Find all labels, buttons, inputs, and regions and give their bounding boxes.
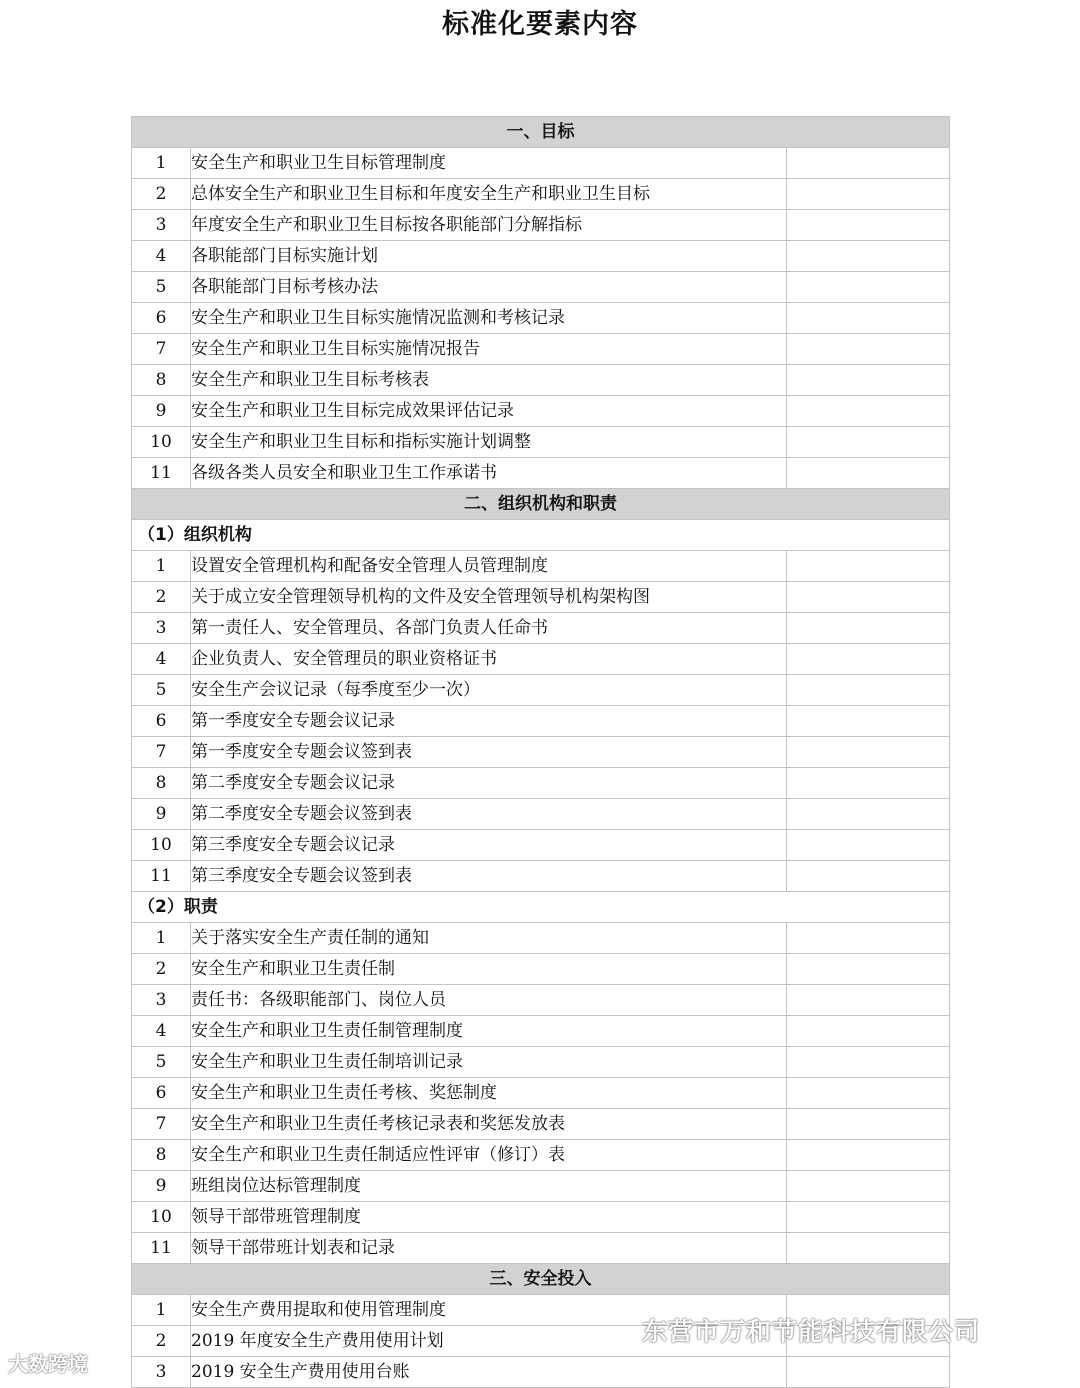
item-remark-cell	[787, 1202, 950, 1233]
subsection-title: （1）组织机构	[132, 520, 950, 551]
table-row	[132, 458, 950, 489]
item-text: 班组岗位达标管理制度	[191, 1171, 787, 1202]
item-text: 各职能部门目标考核办法	[191, 272, 787, 303]
section-header-row	[132, 1264, 950, 1295]
item-number: 7	[132, 737, 191, 768]
item-number: 4	[132, 644, 191, 675]
table-row	[132, 148, 950, 179]
item-number: 5	[132, 272, 191, 303]
item-text: 总体安全生产和职业卫生目标和年度安全生产和职业卫生目标	[191, 179, 787, 210]
item-text: 第一季度安全专题会议签到表	[191, 737, 787, 768]
item-number: 9	[132, 799, 191, 830]
item-number: 11	[132, 1233, 191, 1264]
table-row	[132, 613, 950, 644]
item-remark-cell	[787, 272, 950, 303]
item-remark-cell	[787, 1078, 950, 1109]
item-remark-cell	[787, 768, 950, 799]
section-title: 三、安全投入	[132, 1264, 950, 1295]
item-text: 安全生产和职业卫生目标管理制度	[191, 148, 787, 179]
item-number: 3	[132, 613, 191, 644]
item-remark-cell	[787, 799, 950, 830]
item-number: 4	[132, 1016, 191, 1047]
table-row	[132, 923, 950, 954]
table-row	[132, 551, 950, 582]
item-remark-cell	[787, 210, 950, 241]
watermark-left: 大数跨境	[8, 1352, 88, 1376]
item-remark-cell	[787, 644, 950, 675]
table-row	[132, 396, 950, 427]
item-remark-cell	[787, 1171, 950, 1202]
item-number: 2	[132, 179, 191, 210]
item-number: 9	[132, 1171, 191, 1202]
table-row	[132, 179, 950, 210]
table-row	[132, 644, 950, 675]
item-number: 5	[132, 675, 191, 706]
item-text: 安全生产和职业卫生责任制	[191, 954, 787, 985]
item-number: 3	[132, 210, 191, 241]
item-number: 7	[132, 1109, 191, 1140]
item-text: 安全生产和职业卫生责任考核记录表和奖惩发放表	[191, 1109, 787, 1140]
table-row	[132, 582, 950, 613]
table-row	[132, 1140, 950, 1171]
section-header-row	[132, 117, 950, 148]
subsection-row	[132, 892, 950, 923]
table-row	[132, 303, 950, 334]
item-remark-cell	[787, 1047, 950, 1078]
item-number: 2	[132, 1326, 191, 1357]
item-text: 各级各类人员安全和职业卫生工作承诺书	[191, 458, 787, 489]
section-title: 一、目标	[132, 117, 950, 148]
item-remark-cell	[787, 675, 950, 706]
item-remark-cell	[787, 148, 950, 179]
item-text: 安全生产和职业卫生责任考核、奖惩制度	[191, 1078, 787, 1109]
table-row	[132, 1047, 950, 1078]
table-row	[132, 799, 950, 830]
table-row	[132, 737, 950, 768]
item-number: 8	[132, 365, 191, 396]
item-remark-cell	[787, 334, 950, 365]
item-text: 2019 安全生产费用使用台账	[191, 1357, 787, 1388]
item-text: 第一责任人、安全管理员、各部门负责人任命书	[191, 613, 787, 644]
table-row	[132, 272, 950, 303]
document-title: 标准化要素内容	[442, 9, 638, 40]
item-text: 安全生产和职业卫生责任制培训记录	[191, 1047, 787, 1078]
item-remark-cell	[787, 954, 950, 985]
item-text: 年度安全生产和职业卫生目标按各职能部门分解指标	[191, 210, 787, 241]
item-number: 2	[132, 582, 191, 613]
item-number: 6	[132, 1078, 191, 1109]
table-row	[132, 1202, 950, 1233]
item-text: 安全生产和职业卫生目标实施情况监测和考核记录	[191, 303, 787, 334]
table-row	[132, 1233, 950, 1264]
table-row	[132, 675, 950, 706]
item-remark-cell	[787, 427, 950, 458]
item-text: 安全生产会议记录（每季度至少一次）	[191, 675, 787, 706]
item-remark-cell	[787, 179, 950, 210]
item-remark-cell	[787, 737, 950, 768]
item-remark-cell	[787, 1016, 950, 1047]
item-number: 1	[132, 551, 191, 582]
item-remark-cell	[787, 1357, 950, 1388]
table-row	[132, 830, 950, 861]
table-row	[132, 768, 950, 799]
item-remark-cell	[787, 1233, 950, 1264]
item-text: 安全生产和职业卫生目标实施情况报告	[191, 334, 787, 365]
item-text: 安全生产和职业卫生目标完成效果评估记录	[191, 396, 787, 427]
table-row	[132, 985, 950, 1016]
item-number: 5	[132, 1047, 191, 1078]
item-remark-cell	[787, 923, 950, 954]
item-number: 10	[132, 1202, 191, 1233]
item-remark-cell	[787, 303, 950, 334]
table-row	[132, 241, 950, 272]
item-text: 关于成立安全管理领导机构的文件及安全管理领导机构架构图	[191, 582, 787, 613]
item-remark-cell	[787, 551, 950, 582]
item-number: 8	[132, 1140, 191, 1171]
item-number: 1	[132, 923, 191, 954]
item-text: 第三季度安全专题会议记录	[191, 830, 787, 861]
item-number: 1	[132, 1295, 191, 1326]
item-number: 1	[132, 148, 191, 179]
table-row	[132, 706, 950, 737]
item-text: 责任书：各级职能部门、岗位人员	[191, 985, 787, 1016]
item-text: 各职能部门目标实施计划	[191, 241, 787, 272]
item-text: 第二季度安全专题会议记录	[191, 768, 787, 799]
table-row	[132, 1078, 950, 1109]
table-row	[132, 365, 950, 396]
item-remark-cell	[787, 706, 950, 737]
item-remark-cell	[787, 861, 950, 892]
item-text: 安全生产和职业卫生目标和指标实施计划调整	[191, 427, 787, 458]
item-text: 第三季度安全专题会议签到表	[191, 861, 787, 892]
table-row	[132, 954, 950, 985]
item-number: 2	[132, 954, 191, 985]
item-text: 领导干部带班计划表和记录	[191, 1233, 787, 1264]
item-number: 6	[132, 706, 191, 737]
table-row	[132, 861, 950, 892]
item-number: 7	[132, 334, 191, 365]
item-remark-cell	[787, 830, 950, 861]
item-remark-cell	[787, 365, 950, 396]
item-remark-cell	[787, 458, 950, 489]
item-number: 8	[132, 768, 191, 799]
item-number: 11	[132, 861, 191, 892]
table-row	[132, 1109, 950, 1140]
item-number: 4	[132, 241, 191, 272]
item-number: 3	[132, 1357, 191, 1388]
item-text: 安全生产费用提取和使用管理制度	[191, 1295, 787, 1326]
table-row	[132, 210, 950, 241]
item-remark-cell	[787, 582, 950, 613]
item-text: 企业负责人、安全管理员的职业资格证书	[191, 644, 787, 675]
item-remark-cell	[787, 985, 950, 1016]
item-number: 9	[132, 396, 191, 427]
table-row	[132, 1171, 950, 1202]
item-number: 10	[132, 830, 191, 861]
item-text: 安全生产和职业卫生目标考核表	[191, 365, 787, 396]
item-text: 安全生产和职业卫生责任制适应性评审（修订）表	[191, 1140, 787, 1171]
table-row	[132, 1357, 950, 1388]
item-remark-cell	[787, 613, 950, 644]
item-remark-cell	[787, 1109, 950, 1140]
section-title: 二、组织机构和职责	[132, 489, 950, 520]
item-text: 2019 年度安全生产费用使用计划	[191, 1326, 787, 1357]
item-text: 第二季度安全专题会议签到表	[191, 799, 787, 830]
item-remark-cell	[787, 241, 950, 272]
table-body	[132, 117, 950, 1388]
section-header-row	[132, 489, 950, 520]
item-text: 设置安全管理机构和配备安全管理人员管理制度	[191, 551, 787, 582]
table-row	[132, 427, 950, 458]
item-number: 11	[132, 458, 191, 489]
item-number: 6	[132, 303, 191, 334]
requirements-table	[131, 116, 950, 1388]
item-text: 第一季度安全专题会议记录	[191, 706, 787, 737]
item-remark-cell	[787, 396, 950, 427]
table-row	[132, 334, 950, 365]
item-text: 安全生产和职业卫生责任制管理制度	[191, 1016, 787, 1047]
item-text: 领导干部带班管理制度	[191, 1202, 787, 1233]
item-text: 关于落实安全生产责任制的通知	[191, 923, 787, 954]
subsection-title: （2）职责	[132, 892, 950, 923]
watermark-right: 东营市万和节能科技有限公司	[642, 1317, 981, 1346]
subsection-row	[132, 520, 950, 551]
item-remark-cell	[787, 1140, 950, 1171]
item-number: 3	[132, 985, 191, 1016]
item-number: 10	[132, 427, 191, 458]
table-row	[132, 1016, 950, 1047]
